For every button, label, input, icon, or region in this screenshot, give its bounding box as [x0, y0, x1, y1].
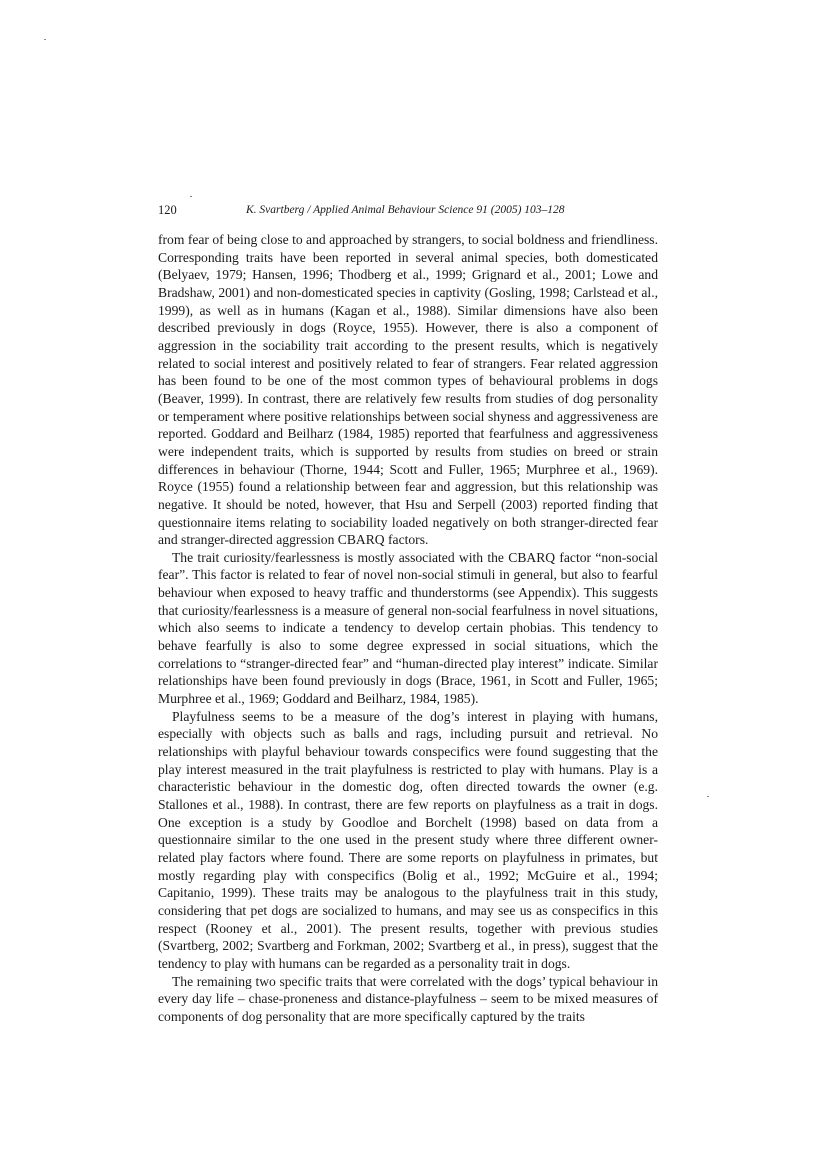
scan-speck — [44, 39, 46, 40]
page-number: 120 — [158, 203, 177, 217]
paragraph-playfulness: Playfulness seems to be a measure of the dog’s interest in playing with humans, especially with objects such as balls and rags, including pursuit and retrieval. No relationships with playful behaviour towards conspecifics were found suggesting that the play interest measured in the trait playfulness is restricted to play with humans. Play is a characteristic behaviour in the domestic dog, often directed towards the owner (e.g. Stallones et al., 1988). In contrast, there are few reports on playfulness as a trait in dogs. One exception is a study by Goodloe and Borchelt (1998) based on data from a questionnaire similar to the one used in the present study where three different owner-related play factors where found. There are some reports on playfulness in primates, but mostly regarding play with conspecifics (Bolig et al., 1992; McGuire et al., 1994; Capitanio, 1999). These traits may be analogous to the playfulness trait in this study, considering that pet dogs are socialized to humans, and may see us as conspecifics in this respect (Rooney et al., 2001). The present results, together with previous studies (Svartberg, 2002; Svartberg and Forkman, 2002; Svartberg et al., in press), suggest that the tendency to play with humans can be regarded as a personality trait in dogs. — [158, 708, 658, 971]
scan-speck — [707, 796, 709, 797]
body-text — [158, 231, 658, 1026]
page-header — [158, 201, 658, 219]
paragraph-remaining-traits: The remaining two specific traits that were correlated with the dogs’ typical behaviour in every day life – chase-proneness and distance-playfulness – seem to be mixed measures of components of dog personality that are more specifically captured by the traits — [158, 973, 658, 1024]
scan-speck — [190, 196, 192, 197]
paragraph-curiosity-fearlessness: The trait curiosity/fearlessness is mostly associated with the CBARQ factor “non-social fear”. This factor is related to fear of novel non-social stimuli in general, but also to fearful behaviour when exposed to heavy traffic and thunderstorms (see Appendix). This suggests that curiosity/fearlessness is a measure of general non-social fearfulness in novel situations, which also seems to indicate a tendency to develop certain phobias. This tendency to behave fearfully is also to some degree expressed in social situations, which the correlations to “stranger-directed fear” and “human-directed play interest” indicate. Similar relationships have been found previously in dogs (Brace, 1961, in Scott and Fuller, 1965; Murphree et al., 1969; Goddard and Beilharz, 1984, 1985). — [158, 549, 658, 707]
running-head: K. Svartberg / Applied Animal Behaviour Science 91 (2005) 103–128 — [246, 204, 565, 216]
paragraph-sociability: from fear of being close to and approached by strangers, to social boldness and friendliness. Corresponding traits have been reported in several animal species, both domesticated (Belyaev, 1979; Hansen, 1996; Thodberg et al., 1999; Grignard et al., 2001; Lowe and Bradshaw, 2001) and non-domesticated species in captivity (Gosling, 1998; Carlstead et al., 1999), as well as in humans (Kagan et al., 1988). Similar dimensions have also been described previously in dogs (Royce, 1955). However, there is also a component of aggression in the sociability trait according to the present results, which is negatively related to social interest and positively related to fear of strangers. Fear related aggression has been found to be one of the most common types of behavioural problems in dogs (Beaver, 1999). In contrast, there are relatively few results from studies of dog personality or temperament where positive relationships between social shyness and aggressiveness are reported. Goddard and Beilharz (1984, 1985) reported that fearfulness and aggressiveness were independent traits, which is supported by results from studies on breed or strain differences in behaviour (Thorne, 1944; Scott and Fuller, 1965; Murphree et al., 1969). Royce (1955) found a relationship between fear and aggression, but this relationship was negative. It should be noted, however, that Hsu and Serpell (2003) reported finding that questionnaire items relating to sociability loaded negatively on both stranger-directed fear and stranger-directed aggression CBARQ factors. — [158, 232, 658, 548]
